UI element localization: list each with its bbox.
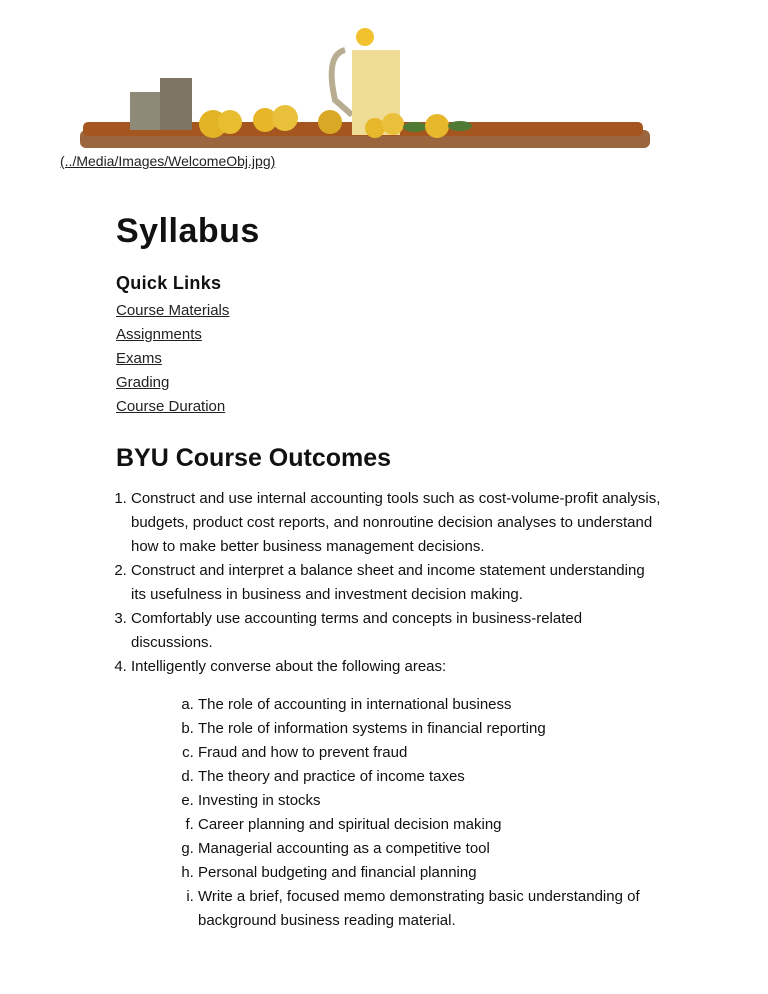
sub-list-item: i. Write a brief, focused memo demonstrating basic understanding of background business reading material. [198,885,661,933]
banner-image-link[interactable]: (../Media/Images/WelcomeObj.jpg) [60,153,276,169]
sub-list-item: d. The theory and practice of income taxes [198,765,661,789]
list-item [131,655,661,933]
link-assignments[interactable]: Assignments [116,326,202,343]
quick-links-heading: Quick Links [116,273,222,293]
welcome-banner-image [75,10,665,155]
sub-list-item: h. Personal budgeting and financial planning [198,861,661,885]
page-title: Syllabus [116,212,260,250]
link-course-duration[interactable]: Course Duration [116,398,226,415]
list-item: 1. Construct and use internal accounting tools such as cost-volume-profit analysis, budgets, product cost reports, and nonroutine decision analyses to understand how to make better business management decisions. [131,487,661,559]
sub-list-item: a. The role of accounting in international business [198,693,661,717]
link-course-materials[interactable]: Course Materials [116,302,230,319]
sub-list-item: f. Career planning and spiritual decision making [198,813,661,837]
list-item-text: Intelligently converse about the following areas: [131,658,447,675]
list-item: 2. Construct and interpret a balance sheet and income statement understanding its usefulness in business and investment decision making. [131,559,661,607]
sub-list-item: c. Fraud and how to prevent fraud [198,741,661,765]
outcomes-heading: BYU Course Outcomes [116,444,392,472]
sub-list-item: g. Managerial accounting as a competitive tool [198,837,661,861]
outcomes-list [116,487,661,933]
sub-list-item: e. Investing in stocks [198,789,661,813]
list-item: 3. Comfortably use accounting terms and concepts in business-related discussions. [131,607,661,655]
link-exams[interactable]: Exams [116,350,162,367]
sub-list [131,693,661,933]
link-grading[interactable]: Grading [116,374,170,391]
sub-list-item: b. The role of information systems in financial reporting [198,717,661,741]
quick-links-list [116,299,229,419]
